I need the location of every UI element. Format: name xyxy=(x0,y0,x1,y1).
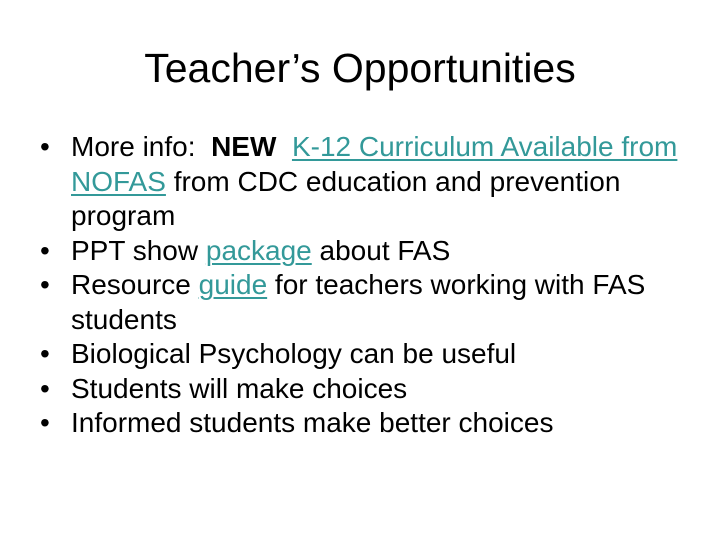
guide-link[interactable]: guide xyxy=(198,269,268,300)
bullet-text: Biological Psychology can be useful xyxy=(71,338,517,369)
slide-title: Teacher’s Opportunities xyxy=(144,45,576,91)
bullet-item-informed-students xyxy=(40,406,690,441)
bullet-text: Resource xyxy=(71,269,199,300)
new-label: NEW xyxy=(211,131,285,162)
bullet-text: More info: xyxy=(71,131,204,162)
bullet-icon: • xyxy=(40,372,50,404)
bullet-text-suffix: from CDC education and prevention program xyxy=(71,165,621,231)
bullet-item-ppt-show xyxy=(40,234,690,269)
bullet-icon: • xyxy=(40,269,50,300)
bullet-icon: • xyxy=(40,234,50,266)
bullet-icon: • xyxy=(40,131,50,162)
bullet-text: Informed students make better choices xyxy=(71,407,554,438)
curriculum-link[interactable]: K-12 Curriculum Available from NOFAS xyxy=(71,131,678,197)
bullet-item-students-choices xyxy=(40,372,690,407)
bullet-text-suffix: about FAS xyxy=(311,234,451,266)
bullet-text: PPT show xyxy=(71,234,206,266)
bullet-text: Students will make choices xyxy=(71,372,408,404)
bullet-item-biological-psychology xyxy=(40,337,690,372)
bullet-item-resource-guide xyxy=(40,268,690,337)
bullet-icon: • xyxy=(40,407,50,438)
bullet-icon: • xyxy=(40,338,50,369)
package-link[interactable]: package xyxy=(205,234,312,266)
bullet-list xyxy=(40,130,690,441)
bullet-item-more-info xyxy=(40,130,690,234)
bullet-text-suffix: for teachers working with FAS students xyxy=(71,269,646,335)
